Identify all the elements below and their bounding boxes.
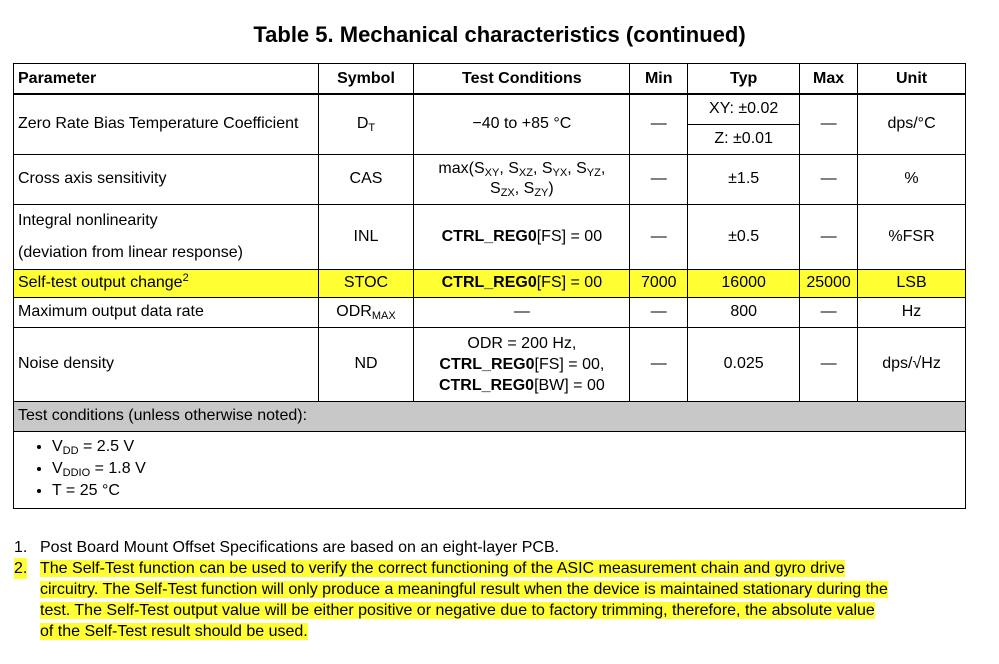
test-conditions-header-row [14, 401, 966, 431]
cell-symbol [318, 297, 414, 327]
cell-typ: ±1.5 [688, 154, 800, 204]
cell-test-conditions [414, 327, 630, 401]
param-line: Integral nonlinearity [18, 211, 158, 229]
cond-text: ) [548, 180, 554, 197]
footnote-line: The Self-Test function can be used to verify the correct functioning of the ASIC measurement chain and gyro drive [40, 560, 845, 577]
cell-unit: Hz [858, 297, 966, 327]
param-line: (deviation from linear response) [18, 243, 243, 261]
cell-parameter: Cross axis sensitivity [14, 154, 319, 204]
cond-text: , S [514, 180, 535, 197]
table-row [14, 94, 966, 124]
symbol-subscript: MAX [371, 310, 396, 322]
register-name: CTRL_REG0 [441, 274, 537, 291]
table-title: Table 5. Mechanical characteristics (continued) [253, 22, 746, 47]
cell-test-conditions [414, 269, 630, 297]
cell-max: — [800, 154, 858, 204]
cell-typ: 0.025 [688, 327, 800, 401]
cell-min: — [630, 94, 688, 154]
cell-test-conditions [414, 154, 630, 204]
test-conditions-cell [14, 431, 966, 508]
header-test-conditions: Test Conditions [414, 64, 630, 95]
cond-text: [BW] = 00 [534, 376, 605, 394]
table-row [14, 297, 966, 327]
test-conditions-heading: Test conditions (unless otherwise noted): [14, 401, 966, 431]
table-row [14, 154, 966, 204]
cond-text: , S [532, 160, 553, 177]
cond-text: , [600, 160, 606, 177]
cell-typ-xy: XY: ±0.02 [688, 94, 800, 124]
cell-symbol: CAS [318, 154, 414, 204]
header-symbol: Symbol [318, 64, 414, 95]
cell-test-conditions [414, 204, 630, 269]
footnotes [14, 537, 989, 642]
register-name: CTRL_REG0 [438, 376, 535, 394]
cond-base: T = 25 °C [52, 481, 120, 499]
cell-max: 25000 [800, 269, 858, 297]
cond-text: max(S [438, 160, 485, 177]
cell-parameter [14, 204, 319, 269]
table-row-highlighted [14, 269, 966, 297]
cell-min: — [630, 327, 688, 401]
table-row [14, 204, 966, 269]
cell-parameter: Noise density [14, 327, 319, 401]
cond-text: [FS] = 00, [534, 355, 605, 373]
symbol-base: D [356, 115, 369, 133]
footnote-text: Post Board Mount Offset Specifications are based on an eight-layer PCB. [40, 539, 560, 556]
cond-sub: YX [552, 167, 568, 179]
cell-unit: dps/√Hz [858, 327, 966, 401]
footnote-line: test. The Self-Test output value will be either positive or negative due to factory trimming, therefore, the absolute value [40, 602, 875, 619]
footnote-number: 1. [14, 539, 28, 556]
cell-test-conditions: −40 to +85 °C [414, 94, 630, 154]
symbol-subscript: T [368, 122, 376, 135]
cond-text: [FS] = 00 [536, 274, 603, 291]
test-condition-item [52, 458, 961, 480]
cond-base: V [52, 459, 63, 477]
table-row [14, 327, 966, 401]
cond-rest: = 1.8 V [90, 459, 146, 477]
cell-parameter [14, 269, 319, 297]
cell-unit: LSB [858, 269, 966, 297]
cell-parameter: Maximum output data rate [14, 297, 319, 327]
cell-typ: 16000 [688, 269, 800, 297]
cond-sub: ZX [500, 187, 515, 199]
cond-text: S [490, 180, 501, 197]
cell-min: — [630, 154, 688, 204]
register-name: CTRL_REG0 [439, 355, 535, 373]
cell-unit: % [858, 154, 966, 204]
footnote-2 [14, 558, 989, 642]
cond-sub: DDIO [62, 466, 91, 479]
symbol-base: ODR [336, 303, 372, 320]
cell-min: — [630, 204, 688, 269]
footnote-1 [14, 537, 989, 558]
cell-symbol: STOC [318, 269, 414, 297]
header-max: Max [800, 64, 858, 95]
cond-sub: XZ [518, 167, 533, 179]
cell-max: — [800, 204, 858, 269]
cell-test-conditions: — [414, 297, 630, 327]
cond-text: ODR = 200 Hz, [467, 334, 577, 352]
cond-sub: ZY [534, 187, 549, 199]
register-name: CTRL_REG0 [441, 227, 537, 245]
test-condition-item [52, 436, 961, 458]
cell-min: 7000 [630, 269, 688, 297]
test-condition-item [52, 480, 961, 502]
cell-symbol [318, 94, 414, 154]
cond-text: , S [567, 160, 587, 177]
footnote-number: 2. [14, 560, 28, 577]
cond-sub: YZ [586, 167, 601, 179]
cell-symbol: ND [318, 327, 414, 401]
header-typ: Typ [688, 64, 800, 95]
footnote-line: circuitry. The Self-Test function will only produce a meaningful result when the device is maintained stationary during the [40, 581, 888, 598]
cond-base: V [52, 437, 63, 455]
cell-typ: 800 [688, 297, 800, 327]
cell-unit: %FSR [858, 204, 966, 269]
test-conditions-list [18, 432, 961, 508]
cell-max: — [800, 297, 858, 327]
header-parameter: Parameter [14, 64, 319, 95]
cell-max: — [800, 327, 858, 401]
header-unit: Unit [858, 64, 966, 95]
cell-max: — [800, 94, 858, 154]
footnote-line: of the Self-Test result should be used. [40, 623, 308, 640]
cond-text: , S [499, 160, 519, 177]
header-min: Min [630, 64, 688, 95]
cell-min: — [630, 297, 688, 327]
cell-parameter: Zero Rate Bias Temperature Coefficient [14, 94, 319, 154]
mechanical-characteristics-table [13, 63, 966, 509]
footnote-ref: 2 [182, 272, 189, 284]
cell-typ: ±0.5 [688, 204, 800, 269]
cell-typ-z: Z: ±0.01 [688, 124, 800, 154]
cond-rest: = 2.5 V [78, 437, 135, 455]
test-conditions-row [14, 431, 966, 508]
cell-symbol: INL [318, 204, 414, 269]
param-text: Self-test output change [18, 274, 183, 291]
cond-sub: XY [484, 167, 500, 179]
cond-sub: DD [62, 444, 79, 457]
cond-text: [FS] = 00 [536, 227, 603, 245]
cell-unit: dps/°C [858, 94, 966, 154]
table-header-row [14, 64, 966, 95]
